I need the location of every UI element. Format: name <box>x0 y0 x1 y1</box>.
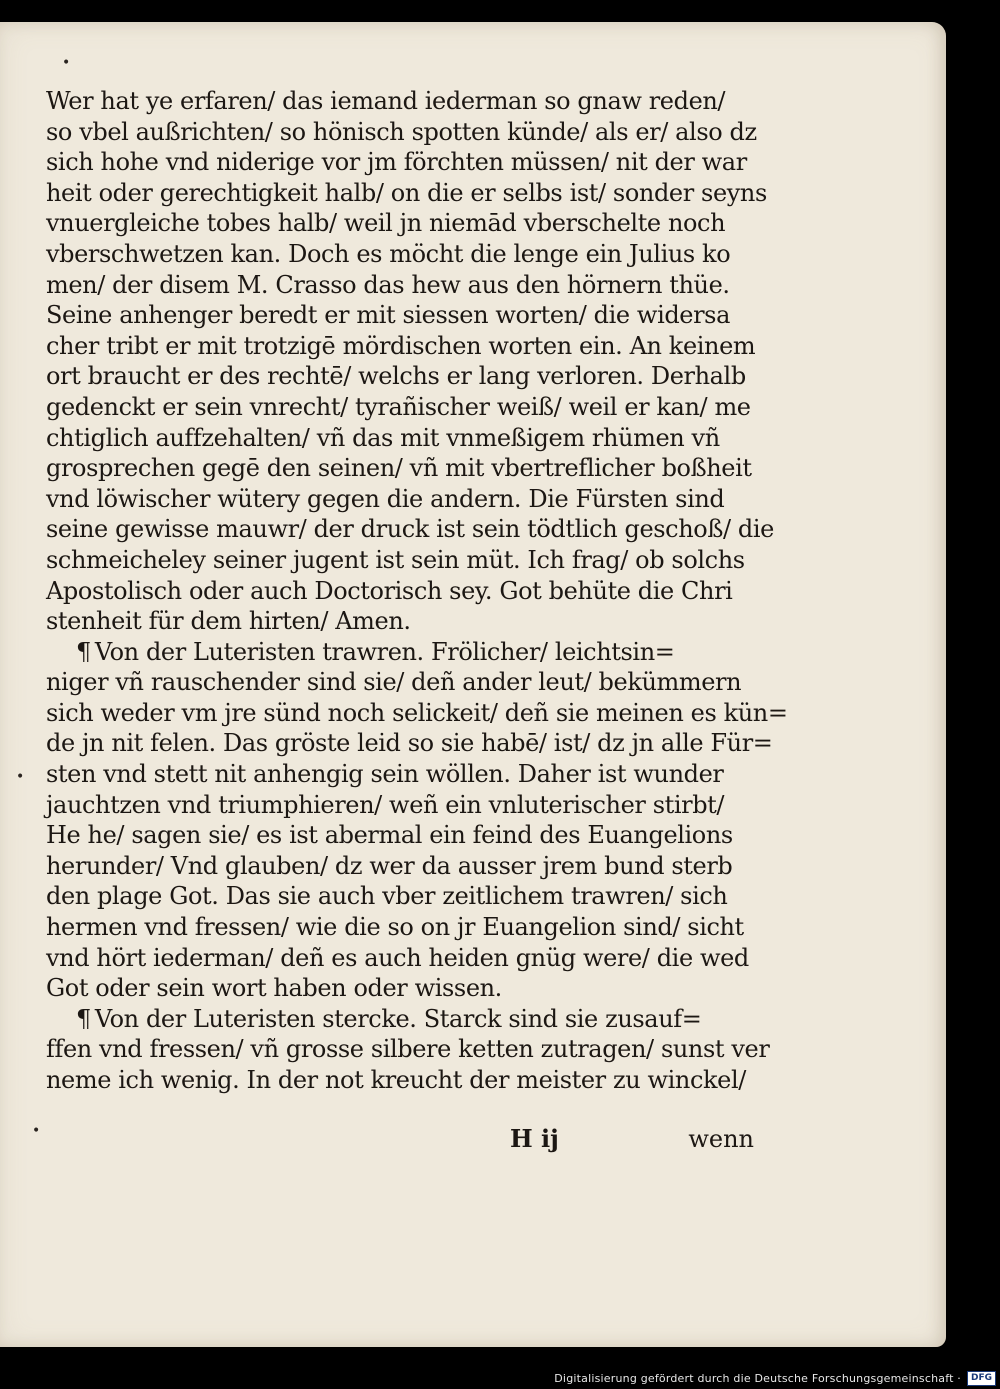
text-line: Seine anhenger beredt er mit siessen worten/ die widersa <box>46 301 731 330</box>
text-line: sten vnd stett nit anhengig sein wöllen. Daher ist wunder <box>46 760 724 789</box>
text-line: neme ich wenig. In der not kreucht der meister zu winckel/ <box>46 1066 746 1094</box>
text-line: chtiglich auffzehalten/ vñ das mit vnmeßigem rhümen vñ <box>46 423 720 452</box>
text-line: vnuergleiche tobes halb/ weil jn niemād vberschelte noch <box>46 209 726 238</box>
text-line: vnd hört iederman/ deñ es auch heiden gnüg were/ die wed <box>46 943 749 972</box>
text-line: cher tribt er mit trotzigē mördischen worten ein. An keinem <box>46 331 756 360</box>
text-line: Wer hat ye erfaren/ das iemand iederman so gnaw reden/ <box>46 87 726 115</box>
funding-notice: Digitalisierung gefördert durch die Deutsche Forschungsgemeinschaft · <box>554 1371 961 1385</box>
text-line: schmeicheley seiner jugent ist sein müt. Ich frag/ ob solchs <box>46 545 745 574</box>
text-line: gedenckt er sein vnrecht/ tyrañischer weiß/ weil er kan/ me <box>46 392 751 421</box>
text-line: stenheit für dem hirten/ Amen. <box>46 607 411 636</box>
section-heading-trawren <box>46 637 762 668</box>
text-line: grosprechen gegē den seinen/ vñ mit vbertreflicher boßheit <box>46 454 752 483</box>
text-line: Von der Luteristen trawren. Frölicher/ leichtsin= <box>94 637 675 666</box>
dfg-logo-icon: DFG <box>967 1371 996 1386</box>
signature-row <box>46 1122 762 1156</box>
text-line: so vbel außrichten/ so hönisch spotten künde/ als er/ also dz <box>46 117 757 146</box>
text-line: heit oder gerechtigkeit halb/ on die er selbs ist/ sonder seyns <box>46 178 767 207</box>
footer-bar <box>554 1367 1000 1389</box>
text-line: ort braucht er des rechtē/ welchs er lang verloren. Derhalb <box>46 362 746 391</box>
text-line: vnd löwischer wütery gegen die andern. Die Fürsten sind <box>46 484 725 513</box>
pilcrow-icon: ¶ <box>76 637 91 666</box>
text-line: sich hohe vnd niderige vor jm förchten müssen/ nit der war <box>46 148 747 177</box>
text-line: seine gewisse mauwr/ der druck ist sein tödtlich geschoß/ die <box>46 515 774 544</box>
ink-mark-bottom: • <box>32 1123 41 1139</box>
signature-mark: H ij <box>510 1124 559 1153</box>
text-line: sich weder vm jre sünd noch selickeit/ deñ sie meinen es kün= <box>46 698 788 727</box>
text-line: hermen vnd fressen/ wie die so on jr Euangelion sind/ sicht <box>46 913 744 942</box>
ink-mark-top: • <box>62 55 71 71</box>
text-line: He he/ sagen sie/ es ist abermal ein feind des Euangelions <box>46 821 733 850</box>
text-line: de jn nit felen. Das gröste leid so sie habē/ ist/ dz jn alle Für= <box>46 729 773 758</box>
section-heading-stercke <box>46 1004 762 1035</box>
text-line: den plage Got. Das sie auch vber zeitlichem trawren/ sich <box>46 882 728 911</box>
text-line: Got oder sein wort haben oder wissen. <box>46 974 502 1003</box>
text-line: men/ der disem M. Crasso das hew aus den hörnern thüe. <box>46 270 730 299</box>
text-line: niger vñ rauschender sind sie/ deñ ander leut/ bekümmern <box>46 668 742 697</box>
book-page <box>0 22 946 1347</box>
text-line: vberschwetzen kan. Doch es möcht die lenge ein Julius ko <box>46 239 731 268</box>
catchword: wenn <box>688 1125 754 1153</box>
text-line: ffen vnd fressen/ vñ grosse silbere ketten zutragen/ sunst ver <box>46 1035 770 1064</box>
text-line: Von der Luteristen stercke. Starck sind sie zusauf= <box>94 1004 702 1033</box>
text-line: herunder/ Vnd glauben/ dz wer da ausser jrem bund sterb <box>46 851 733 880</box>
text-line: Apostolisch oder auch Doctorisch sey. Got behüte die Chri <box>46 576 733 605</box>
ink-mark-side: • <box>16 769 25 785</box>
pilcrow-icon: ¶ <box>76 1004 91 1033</box>
page-text <box>46 86 788 1096</box>
text-line: jauchtzen vnd triumphieren/ weñ ein vnluterischer stirbt/ <box>46 790 725 819</box>
